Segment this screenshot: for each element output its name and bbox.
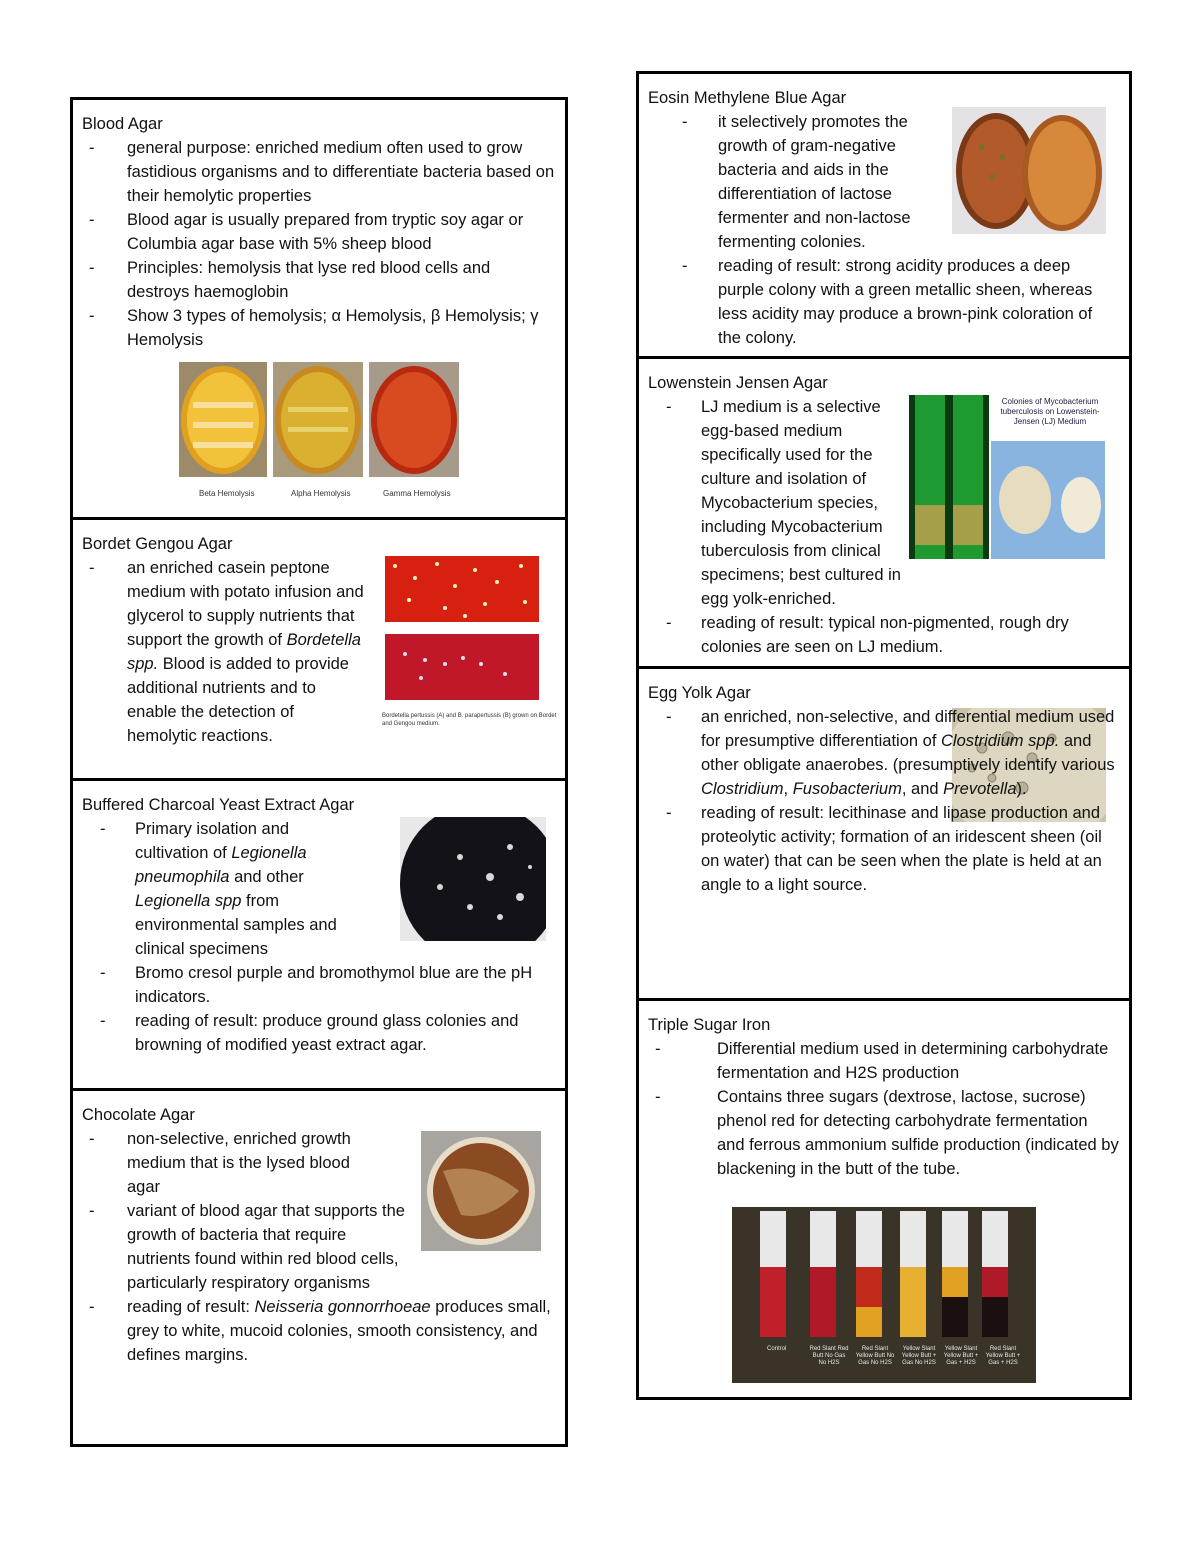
bordetella-colonies-image-b <box>385 634 539 700</box>
bordet-gengou-card <box>73 517 565 781</box>
lj-figure-caption: Colonies of Mycobacterium tuberculosis on Lowenstein-Jensen (LJ) Medium <box>1000 397 1100 426</box>
lowenstein-jensen-list <box>648 395 1119 659</box>
list-item: - LJ medium is a selective egg-based medium specifically used for the culture and isolation of Mycobacterium species, including Mycobacterium tuberculosis from clinical specimens; best cultured in egg yolk-enriched. <box>648 395 1119 611</box>
beta-hemolysis-label: Beta Hemolysis <box>199 489 255 498</box>
list-item: - Primary isolation and cultivation of Legionella pneumophila and other Legionella spp from environmental samples and clinical specimens <box>82 817 355 961</box>
list-item: - Bromo cresol purple and bromothymol blue are the pH indicators. <box>82 961 555 1009</box>
lowenstein-jensen-title: Lowenstein Jensen Agar <box>648 374 828 392</box>
list-item: - general purpose: enriched medium often used to grow fastidious organisms and to differentiate bacteria based on their hemolytic properties <box>82 136 555 208</box>
gamma-hemolysis-label: Gamma Hemolysis <box>383 489 451 498</box>
gamma-hemolysis-plate-image <box>369 362 459 477</box>
list-item: - variant of blood agar that supports the growth of bacteria that require nutrients found within red blood cells, particularly respiratory organisms <box>82 1199 407 1295</box>
alpha-hemolysis-label: Alpha Hemolysis <box>291 489 351 498</box>
lowenstein-jensen-card <box>639 356 1129 669</box>
bcye-title: Buffered Charcoal Yeast Extract Agar <box>82 796 355 814</box>
list-item: - Show 3 types of hemolysis; α Hemolysis, β Hemolysis; γ Hemolysis <box>82 304 555 352</box>
list-item: - reading of result: strong acidity produces a deep purple colony with a green metallic sheen, whereas less acidity may produce a brown-pink coloration of the colony. <box>648 254 1119 350</box>
tsi-card <box>639 998 1129 1397</box>
egg-yolk-agar-list <box>648 705 1119 897</box>
emb-card <box>639 74 1129 359</box>
right-column <box>636 71 1132 1400</box>
bordet-gengou-title: Bordet Gengou Agar <box>82 535 233 553</box>
chocolate-agar-plate-image <box>421 1131 541 1251</box>
beta-hemolysis-plate-image <box>179 362 267 477</box>
list-item: - non-selective, enriched growth medium that is the lysed blood agar <box>82 1127 382 1199</box>
bordetella-image-caption: Bordetella pertussis (A) and B. parapertussis (B) grown on Bordet and Gengou medium. <box>382 713 557 727</box>
list-item: - an enriched, non-selective, and differential medium used for presumptive differentiation of Clostridium spp. and other obligate anaerobes. (presumptively identify various Clostridium, Fusobacterium, and Prevotella). <box>648 705 1119 801</box>
list-item: - Blood agar is usually prepared from tryptic soy agar or Columbia agar base with 5% sheep blood <box>82 208 555 256</box>
tsi-title: Triple Sugar Iron <box>648 1016 771 1034</box>
list-item: - Principles: hemolysis that lyse red blood cells and destroys haemoglobin <box>82 256 555 304</box>
tsi-tube-label: Red Slant Yellow Butt + Gas + H2S <box>985 1346 1021 1366</box>
list-item: - reading of result: produce ground glass colonies and browning of modified yeast extract agar. <box>82 1009 555 1057</box>
emb-title: Eosin Methylene Blue Agar <box>648 89 847 107</box>
blood-agar-card <box>73 100 565 520</box>
bordetella-colonies-image-a <box>385 556 539 622</box>
tsi-tube-label: Control <box>767 1346 787 1352</box>
tsi-tube-label: Red Slant Yellow Butt No Gas No H2S <box>855 1346 895 1366</box>
list-item: - Contains three sugars (dextrose, lactose, sucrose) phenol red for detecting carbohydrate fermentation and ferrous ammonium sulfide production (indicated by blackening in the butt of the tube. <box>648 1085 1119 1181</box>
chocolate-agar-title: Chocolate Agar <box>82 1106 195 1124</box>
alpha-hemolysis-plate-image <box>273 362 363 477</box>
emb-plates-image <box>952 107 1106 234</box>
list-item: - it selectively promotes the growth of gram-negative bacteria and aids in the differentiation of lactose fermenter and non-lactose fermenting colonies. <box>648 110 928 254</box>
tsi-tube-label: Red Slant Red Butt No Gas No H2S <box>809 1346 849 1366</box>
blood-agar-title: Blood Agar <box>82 115 163 133</box>
legionella-plate-image <box>400 817 546 941</box>
list-item: - an enriched casein peptone medium with potato infusion and glycerol to supply nutrients that support the growth of Bordetella spp. Blood is added to provide additional nutrients and to enable the detection of hemolytic reactions. <box>82 556 367 748</box>
egg-yolk-agar-title: Egg Yolk Agar <box>648 684 751 702</box>
bcye-card <box>73 778 565 1088</box>
tsi-tube-label: Yellow Slant Yellow Butt + Gas No H2S <box>901 1346 937 1366</box>
list-item: - reading of result: typical non-pigmented, rough dry colonies are seen on LJ medium. <box>648 611 1119 659</box>
list-item: - reading of result: Neisseria gonnorrhoeae produces small, grey to white, mucoid colonies, smooth consistency, and defines margins. <box>82 1295 555 1367</box>
tsi-list <box>648 1037 1119 1181</box>
tsi-tube-label: Yellow Slant Yellow Butt + Gas + H2S <box>943 1346 979 1366</box>
list-item: - reading of result: lecithinase and lipase production and proteolytic activity; formation of an iridescent sheen (oil on water) that can be seen when the plate is held at an angle to a light source. <box>648 801 1119 897</box>
chocolate-agar-card <box>73 1088 565 1444</box>
egg-yolk-agar-card <box>639 666 1129 1001</box>
list-item: - Differential medium used in determining carbohydrate fermentation and H2S production <box>648 1037 1119 1085</box>
left-column <box>70 97 568 1447</box>
blood-agar-list <box>82 136 555 352</box>
